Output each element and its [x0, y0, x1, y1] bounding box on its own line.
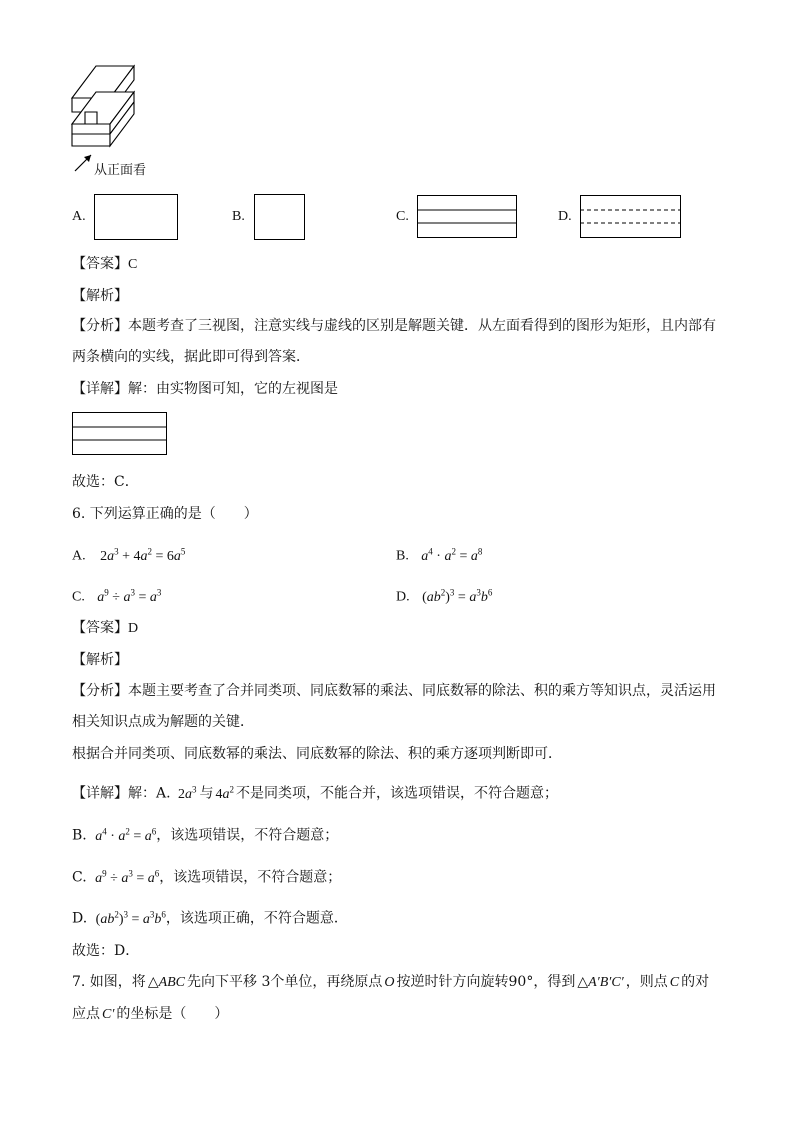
option-label-c: C. [396, 209, 409, 224]
q6-fenxi-line2: 相关知识点成为解题的关键． [72, 714, 254, 730]
q5-conclusion: 故选：C． [72, 474, 139, 490]
q6-fenxi-line1: 【分析】本题主要考查了合并同类项、同底数幂的乘法、同底数幂的除法、积的乘方等知识点，灵活运用 [72, 683, 716, 699]
left-view-figure [72, 412, 168, 456]
fenxi-tag: 【分析】 [72, 683, 128, 699]
q6-detail-b: B. $a^4 \cdot a^2 = a^6$，该选项错误，不符合题意； [72, 826, 339, 844]
q6-option-d: D. $(ab^2)^3 = a^3b^6$ [396, 587, 493, 605]
answer-value: D [128, 621, 139, 636]
answer-tag: 【答案】 [72, 256, 128, 272]
q6-detail-a: 【详解】解：A. $2a^3$ 与 $4a^2$ 不是同类项，不能合并，该选项错误，不符合题意； [72, 784, 559, 802]
answer-value: C [128, 257, 138, 272]
q6-conclusion: 故选：D． [72, 943, 140, 959]
view-caption: 从正面看 [94, 163, 147, 178]
q5-detail: 【详解】解：由实物图可知，它的左视图是 [72, 381, 338, 397]
solid-figure [66, 62, 136, 154]
option-label-d: D. [558, 209, 572, 224]
q6-option-c: C. $a^9 \div a^3 = a^3$ [72, 587, 162, 605]
detail-tag: 【详解】 [72, 381, 128, 397]
q6-stem: 6. 下列运算正确的是（ ） [72, 506, 258, 522]
arrow-icon [72, 152, 94, 174]
option-a-rect [94, 194, 178, 240]
q6-analysis-tag: 【解析】 [72, 652, 128, 668]
q5-answer [72, 253, 137, 276]
q7-line2: 应点 C′ 的坐标是（ ） [72, 1006, 229, 1022]
q5-fenxi-line2: 两条横向的实线，据此即可得到答案． [72, 349, 310, 365]
q6-option-b: B. $a^4 \cdot a^2 = a^8$ [396, 546, 483, 564]
option-b-square [254, 194, 305, 240]
q6-detail-c: C. $a^9 \div a^3 = a^6$，该选项错误，不符合题意； [72, 868, 342, 886]
answer-tag: 【答案】 [72, 620, 128, 636]
q6-detail-d: D. $(ab^2)^3 = a^3b^6$，该选项正确，不符合题意． [72, 909, 348, 927]
option-label-a: A. [72, 209, 86, 224]
q7-line1: 7. 如图，将 △ABC 先向下平移 3个单位，再绕原点 O 按逆时针方向旋转90°，得到 △A′B′C′ ，则点 C 的对 [72, 974, 710, 990]
q6-fenxi-line3: 根据合并同类项、同底数幂的乘法、同底数幂的除法、积的乘方逐项判断即可． [72, 746, 562, 762]
q6-answer [72, 617, 138, 640]
detail-tag: 【详解】 [72, 785, 128, 802]
option-label-b: B. [232, 209, 245, 224]
fenxi-tag: 【分析】 [72, 318, 128, 334]
q5-analysis-tag: 【解析】 [72, 288, 128, 304]
q5-fenxi-line1: 【分析】本题考查了三视图，注意实线与虚线的区别是解题关键．从左面看得到的图形为矩形，且内部有 [72, 318, 716, 334]
q6-option-a: A. $2a^3 + 4a^2 = 6a^5$ [72, 546, 186, 564]
option-d-figure [580, 195, 682, 240]
option-c-figure [417, 195, 518, 240]
